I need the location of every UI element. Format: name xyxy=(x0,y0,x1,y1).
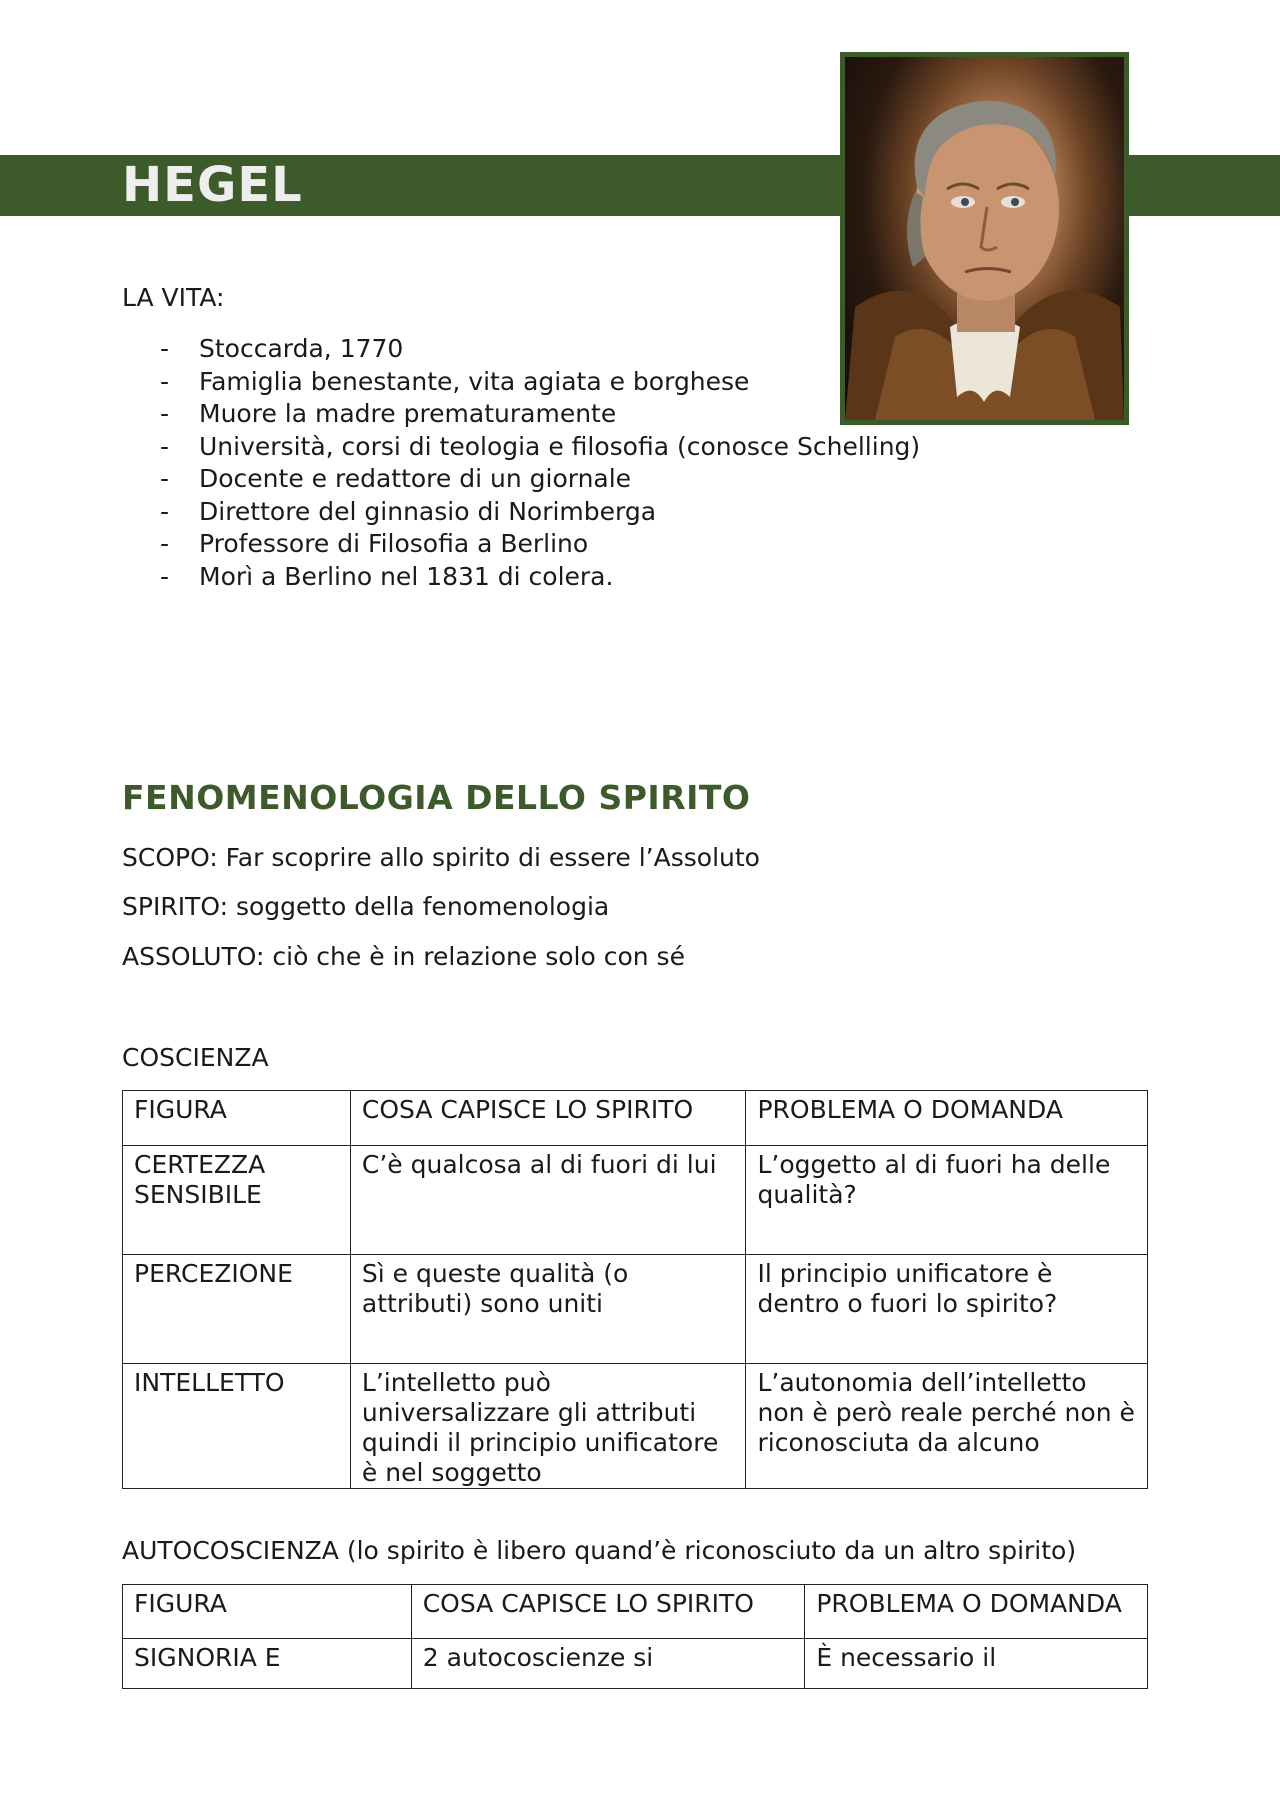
autocoscienza-table xyxy=(122,1584,1148,1689)
table-row xyxy=(123,1639,1148,1689)
coscienza-label: COSCIENZA xyxy=(122,1043,269,1072)
table-header-cell: FIGURA xyxy=(123,1585,412,1639)
coscienza-table xyxy=(122,1090,1148,1489)
table-row xyxy=(123,1146,1148,1255)
table-cell: SIGNORIA E xyxy=(123,1639,412,1689)
table-cell: Sì e queste qualità (o attributi) sono uniti xyxy=(350,1255,746,1364)
section-heading: FENOMENOLOGIA DELLO SPIRITO xyxy=(122,778,751,817)
list-item: - Stoccarda, 1770 xyxy=(160,334,404,363)
table-header-row xyxy=(123,1091,1148,1146)
table-cell: L’intelletto può universalizzare gli attributi quindi il principio unificatore è nel soggetto xyxy=(350,1364,746,1489)
table-cell: INTELLETTO xyxy=(123,1364,351,1489)
list-item: - Professore di Filosofia a Berlino xyxy=(160,529,589,558)
table-cell: Il principio unificatore è dentro o fuori lo spirito? xyxy=(746,1255,1148,1364)
list-item: - Direttore del ginnasio di Norimberga xyxy=(160,496,657,526)
table-cell: CERTEZZA SENSIBILE xyxy=(123,1146,351,1255)
table-cell: PERCEZIONE xyxy=(123,1255,351,1364)
list-item: - Università, corsi di teologia e filosofia (conosce Schelling) xyxy=(160,431,921,461)
list-item: - Morì a Berlino nel 1831 di colera. xyxy=(160,561,614,591)
page-title: HEGEL xyxy=(122,157,303,213)
table-cell: C’è qualcosa al di fuori di lui xyxy=(350,1146,746,1255)
table-header-cell: PROBLEMA O DOMANDA xyxy=(746,1091,1148,1146)
table-header-cell: COSA CAPISCE LO SPIRITO xyxy=(411,1585,805,1639)
table-row xyxy=(123,1364,1148,1489)
table-cell: È necessario il xyxy=(805,1639,1148,1689)
table-cell: 2 autocoscienze si xyxy=(411,1639,805,1689)
spirito-text: SPIRITO: soggetto della fenomenologia xyxy=(122,892,610,921)
list-item: - Muore la madre prematuramente xyxy=(160,399,617,428)
autocoscienza-label: AUTOCOSCIENZA (lo spirito è libero quand’è riconosciuto da un altro spirito) xyxy=(122,1536,1077,1565)
table-cell: L’oggetto al di fuori ha delle qualità? xyxy=(746,1146,1148,1255)
table-cell: L’autonomia dell’intelletto non è però reale perché non è riconosciuta da alcuno xyxy=(746,1364,1148,1489)
vita-list xyxy=(122,333,920,593)
assoluto-text: ASSOLUTO: ciò che è in relazione solo con sé xyxy=(122,942,685,971)
vita-label: LA VITA: xyxy=(122,283,225,312)
table-header-row xyxy=(123,1585,1148,1639)
table-header-cell: FIGURA xyxy=(123,1091,351,1146)
table-header-cell: COSA CAPISCE LO SPIRITO xyxy=(350,1091,746,1146)
table-header-cell: PROBLEMA O DOMANDA xyxy=(805,1585,1148,1639)
list-item: - Docente e redattore di un giornale xyxy=(160,464,632,493)
list-item: - Famiglia benestante, vita agiata e borghese xyxy=(160,366,750,396)
table-row xyxy=(123,1255,1148,1364)
scopo-text: SCOPO: Far scoprire allo spirito di essere l’Assoluto xyxy=(122,843,760,872)
